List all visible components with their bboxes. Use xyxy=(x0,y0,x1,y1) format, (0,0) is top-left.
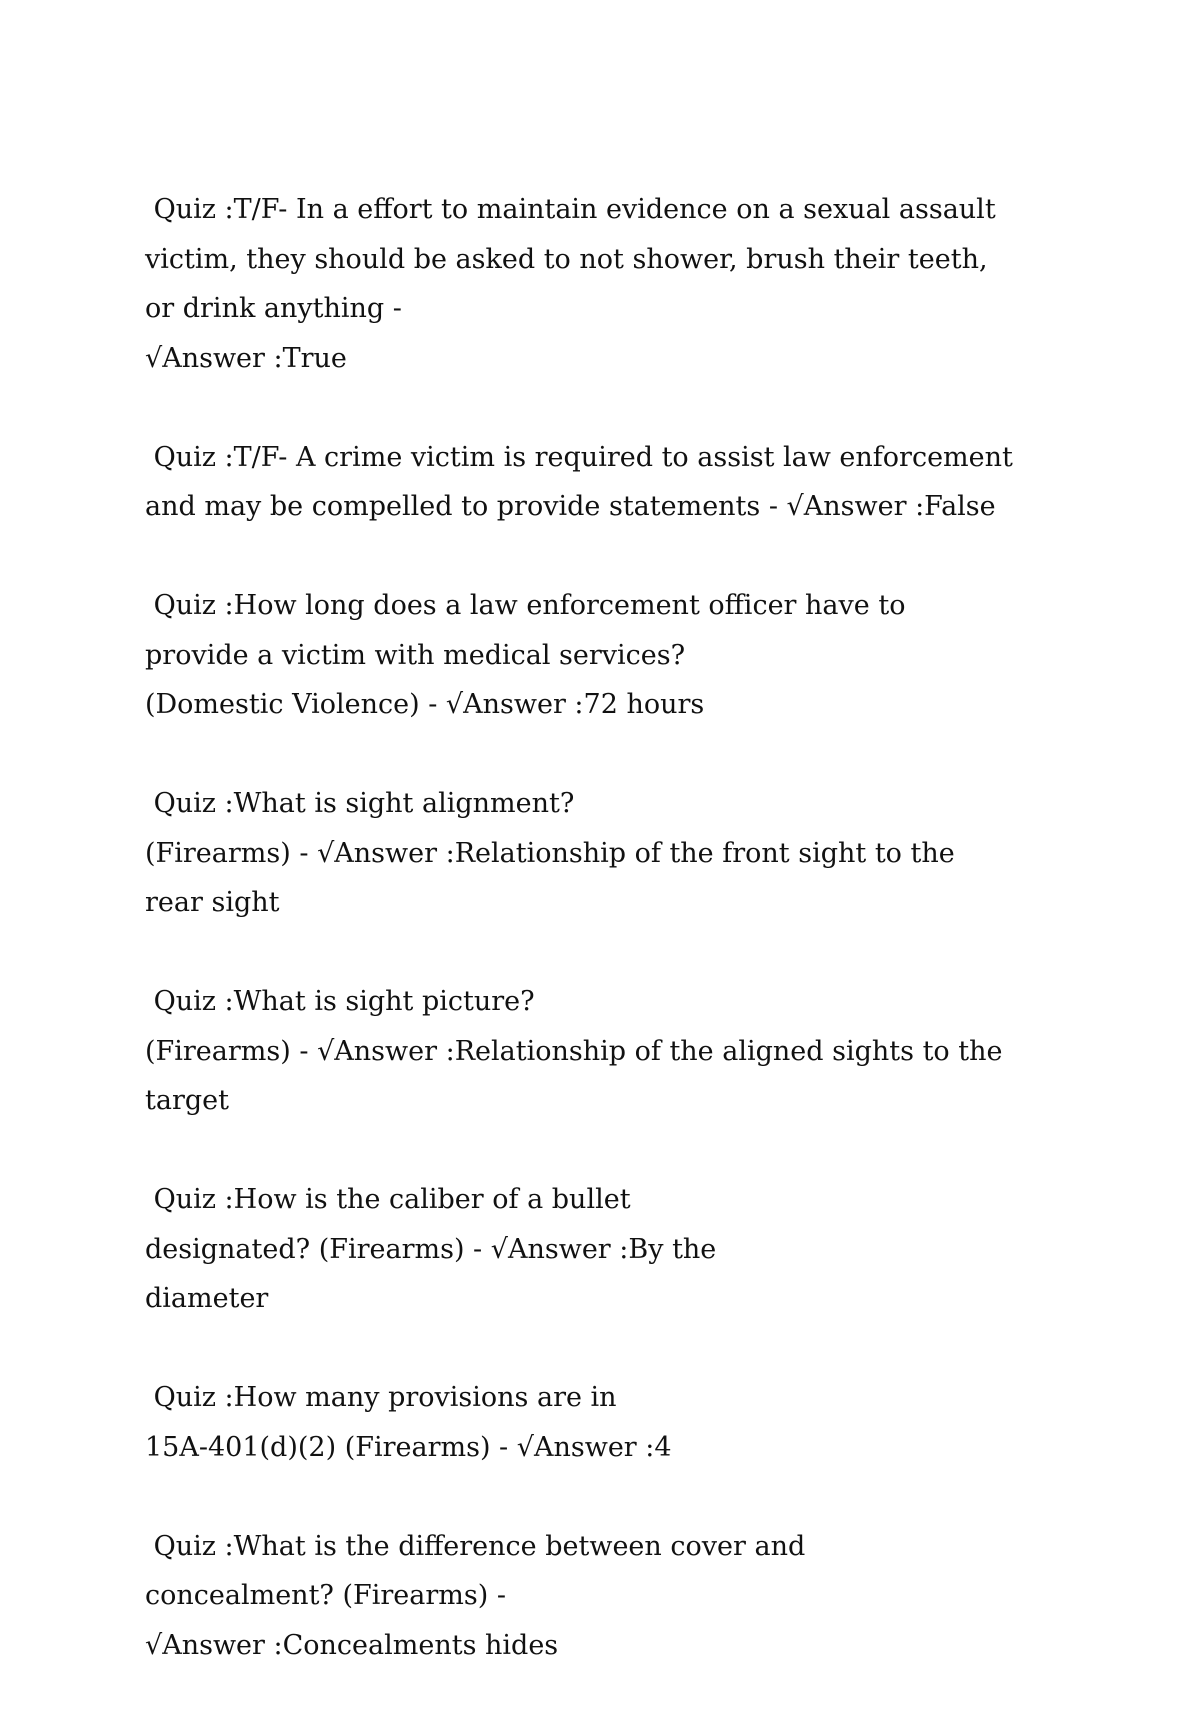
text-line: Quiz :T/F- In a effort to maintain evidence on a sexual assault xyxy=(145,194,996,225)
qa-item xyxy=(145,779,1065,928)
answer-line: designated? (Firearms) - √Answer :By the xyxy=(145,1233,717,1265)
text-line: Quiz :How many provisions are in xyxy=(145,1382,617,1413)
text-line: concealment? (Firearms) - xyxy=(145,1580,506,1611)
answer-line: (Firearms) - √Answer :Relationship of the aligned sights to the xyxy=(145,1035,1003,1067)
answer-line: 15A-401(d)(2) (Firearms) - √Answer :4 xyxy=(145,1431,672,1463)
text-line: rear sight xyxy=(145,887,280,918)
text-line: Quiz :What is the difference between cover and xyxy=(145,1530,806,1562)
answer-line: (Domestic Violence) - √Answer :72 hours xyxy=(145,689,705,720)
qa-item xyxy=(145,1373,1065,1472)
text-line: Quiz :What is sight picture? xyxy=(145,986,535,1017)
text-line: victim, they should be asked to not shower, brush their teeth, xyxy=(145,243,988,275)
qa-item xyxy=(145,185,1065,383)
text-line: diameter xyxy=(145,1283,269,1314)
qa-item xyxy=(145,1175,1065,1324)
text-line: provide a victim with medical services? xyxy=(145,639,686,671)
text-line: target xyxy=(145,1085,229,1116)
text-line: Quiz :T/F- A crime victim is required to assist law enforcement xyxy=(145,441,1013,473)
answer-line: (Firearms) - √Answer :Relationship of the front sight to the xyxy=(145,837,955,869)
answer-line: and may be compelled to provide statements - √Answer :False xyxy=(145,491,996,522)
qa-item xyxy=(145,581,1065,730)
qa-item xyxy=(145,977,1065,1126)
answer-line: √Answer :True xyxy=(145,342,347,374)
qa-item xyxy=(145,1522,1065,1671)
text-line: Quiz :What is sight alignment? xyxy=(145,788,575,819)
text-line: or drink anything - xyxy=(145,293,402,324)
qa-item xyxy=(145,433,1065,532)
answer-line: √Answer :Concealments hides xyxy=(145,1629,559,1661)
text-line: Quiz :How long does a law enforcement officer have to xyxy=(145,590,906,621)
document-body xyxy=(145,185,1065,1720)
text-line: Quiz :How is the caliber of a bullet xyxy=(145,1184,631,1215)
